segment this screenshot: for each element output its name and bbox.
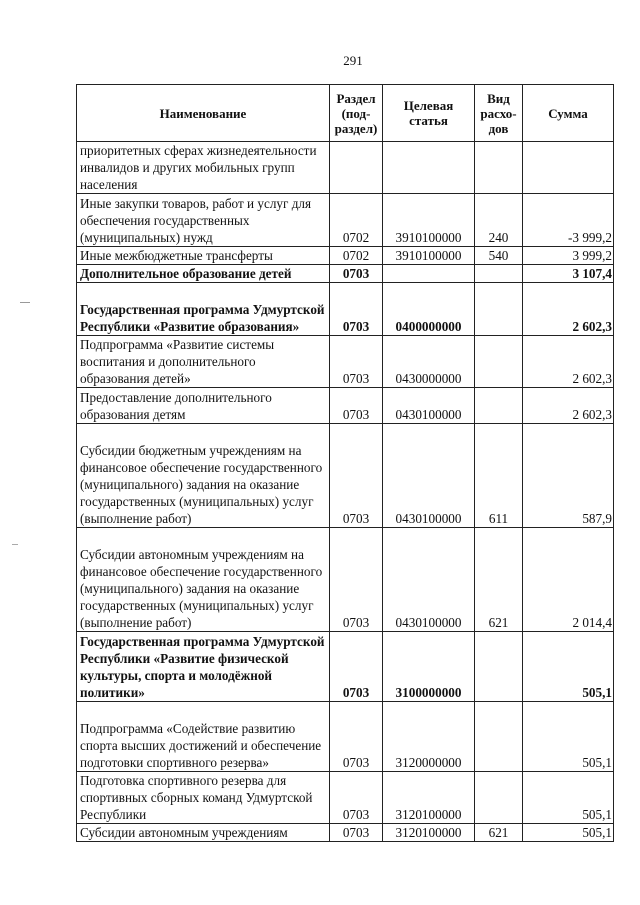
row-section: 0703 bbox=[330, 528, 383, 632]
row-code: 0430100000 bbox=[383, 424, 475, 528]
row-name: Дополнительное образование детей bbox=[77, 265, 330, 283]
row-kind: 240 bbox=[475, 194, 523, 247]
table-row bbox=[77, 702, 614, 772]
page-number: 291 bbox=[343, 53, 363, 68]
row-name: Субсидии автономным учреждениям на финансовое обеспечение государственного (муниципального) задания на оказание государственных (муниципальных) услуг (выполнение работ) bbox=[77, 528, 330, 632]
row-code bbox=[383, 265, 475, 283]
row-kind bbox=[475, 336, 523, 388]
table-row bbox=[77, 632, 614, 702]
row-section: 0703 bbox=[330, 283, 383, 336]
row-sum: 505,1 bbox=[523, 772, 614, 824]
row-code: 0430000000 bbox=[383, 336, 475, 388]
table-row bbox=[77, 772, 614, 824]
row-sum: 3 107,4 bbox=[523, 265, 614, 283]
row-kind bbox=[475, 142, 523, 194]
row-kind bbox=[475, 265, 523, 283]
table-row bbox=[77, 424, 614, 528]
row-name: Государственная программа Удмуртской Республики «Развитие физической культуры, спорта и молодёжной политики» bbox=[77, 632, 330, 702]
row-code: 0430100000 bbox=[383, 388, 475, 424]
row-kind: 540 bbox=[475, 247, 523, 265]
row-kind bbox=[475, 283, 523, 336]
row-name: Иные межбюджетные трансферты bbox=[77, 247, 330, 265]
table-row bbox=[77, 142, 614, 194]
row-sum: 2 014,4 bbox=[523, 528, 614, 632]
header-sum: Сумма bbox=[523, 85, 614, 142]
header-name: Наименование bbox=[77, 85, 330, 142]
row-name: Субсидии бюджетным учреждениям на финансовое обеспечение государственного (муниципального) задания на оказание государственных (муниципальных) услуг (выполнение работ) bbox=[77, 424, 330, 528]
table-row bbox=[77, 528, 614, 632]
row-code: 0400000000 bbox=[383, 283, 475, 336]
table-row bbox=[77, 265, 614, 283]
row-section: 0703 bbox=[330, 336, 383, 388]
header-section: Раздел (под-раздел) bbox=[330, 85, 383, 142]
row-section: 0703 bbox=[330, 388, 383, 424]
row-sum: -3 999,2 bbox=[523, 194, 614, 247]
row-kind bbox=[475, 772, 523, 824]
row-kind bbox=[475, 632, 523, 702]
row-name: Подпрограмма «Развитие системы воспитания и дополнительного образования детей» bbox=[77, 336, 330, 388]
row-name: Иные закупки товаров, работ и услуг для обеспечения государственных (муниципальных) нужд bbox=[77, 194, 330, 247]
table-row bbox=[77, 194, 614, 247]
row-name: Государственная программа Удмуртской Республики «Развитие образования» bbox=[77, 283, 330, 336]
row-code bbox=[383, 142, 475, 194]
row-sum: 2 602,3 bbox=[523, 283, 614, 336]
row-sum: 587,9 bbox=[523, 424, 614, 528]
row-code: 3910100000 bbox=[383, 247, 475, 265]
row-section: 0703 bbox=[330, 702, 383, 772]
row-section: 0703 bbox=[330, 632, 383, 702]
row-code: 3100000000 bbox=[383, 632, 475, 702]
row-kind: 621 bbox=[475, 824, 523, 842]
row-code: 0430100000 bbox=[383, 528, 475, 632]
row-name: Предоставление дополнительного образования детям bbox=[77, 388, 330, 424]
row-name: Субсидии автономным учреждениям bbox=[77, 824, 330, 842]
row-kind: 621 bbox=[475, 528, 523, 632]
row-code: 3120100000 bbox=[383, 824, 475, 842]
row-code: 3120000000 bbox=[383, 702, 475, 772]
table-row bbox=[77, 336, 614, 388]
row-sum: 2 602,3 bbox=[523, 388, 614, 424]
row-name: Подготовка спортивного резерва для спортивных сборных команд Удмуртской Республики bbox=[77, 772, 330, 824]
row-kind: 611 bbox=[475, 424, 523, 528]
table-row bbox=[77, 388, 614, 424]
row-kind bbox=[475, 388, 523, 424]
row-sum: 505,1 bbox=[523, 632, 614, 702]
row-sum: 2 602,3 bbox=[523, 336, 614, 388]
row-sum: 3 999,2 bbox=[523, 247, 614, 265]
row-section: 0703 bbox=[330, 424, 383, 528]
row-section: 0703 bbox=[330, 265, 383, 283]
row-section: 0702 bbox=[330, 247, 383, 265]
header-kind: Вид расхо-дов bbox=[475, 85, 523, 142]
budget-table bbox=[76, 84, 614, 842]
row-section: 0703 bbox=[330, 772, 383, 824]
row-sum: 505,1 bbox=[523, 824, 614, 842]
header-code: Целевая статья bbox=[383, 85, 475, 142]
row-section: 0702 bbox=[330, 194, 383, 247]
margin-mark bbox=[12, 544, 18, 545]
table-row bbox=[77, 824, 614, 842]
row-code: 3910100000 bbox=[383, 194, 475, 247]
row-section bbox=[330, 142, 383, 194]
row-sum bbox=[523, 142, 614, 194]
table-body bbox=[77, 142, 614, 842]
row-name: приоритетных сферах жизнедеятельности инвалидов и других мобильных групп населения bbox=[77, 142, 330, 194]
row-sum: 505,1 bbox=[523, 702, 614, 772]
row-section: 0703 bbox=[330, 824, 383, 842]
row-kind bbox=[475, 702, 523, 772]
table-header-row bbox=[77, 85, 614, 142]
row-name: Подпрограмма «Содействие развитию спорта высших достижений и обеспечение подготовки спортивного резерва» bbox=[77, 702, 330, 772]
margin-mark bbox=[20, 302, 30, 303]
table-row bbox=[77, 283, 614, 336]
table-row bbox=[77, 247, 614, 265]
row-code: 3120100000 bbox=[383, 772, 475, 824]
